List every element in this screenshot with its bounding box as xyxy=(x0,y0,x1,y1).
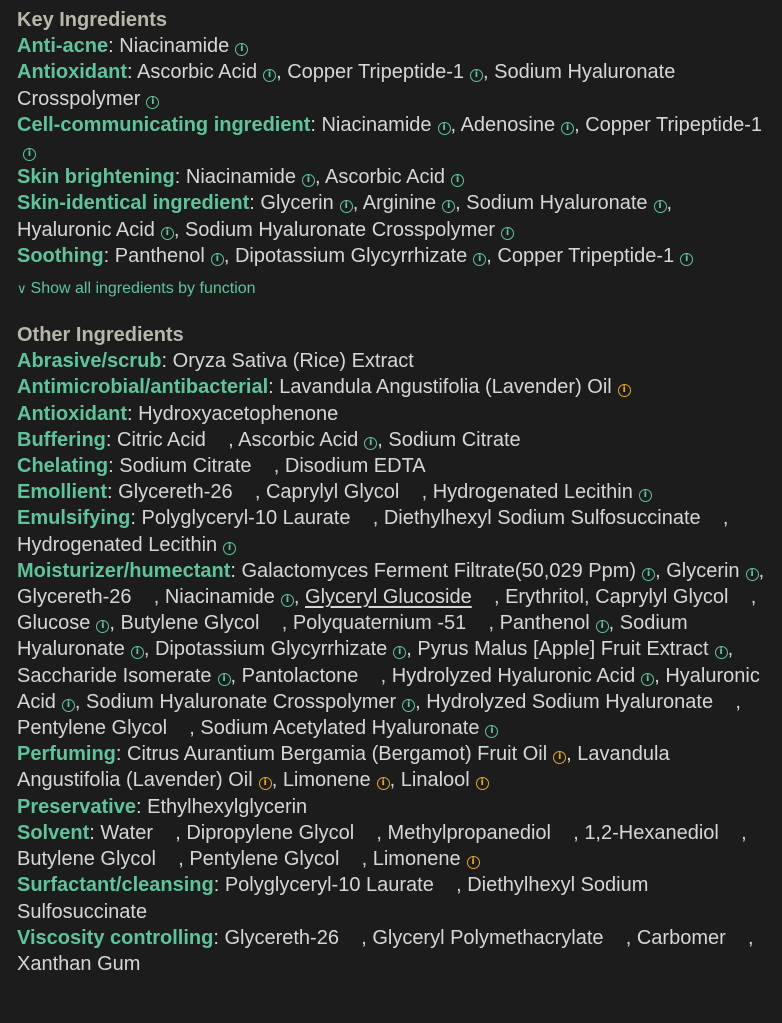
ingredient-link[interactable]: Dipropylene Glycol xyxy=(186,821,355,844)
ingredient-function-row: Cell-communicating ingredient: Niacinamide i , Adenosine i , Copper Tripeptide-1i xyxy=(17,113,762,160)
ingredient-link[interactable]: Butylene Glycol xyxy=(120,612,260,635)
ingredient-link[interactable]: Sodium Citrate xyxy=(119,455,252,478)
ingredient-link[interactable]: Niacinamide xyxy=(119,35,230,58)
ingredient-link[interactable]: Linalool xyxy=(400,769,470,792)
function-label[interactable]: Skin-identical ingredient xyxy=(17,192,250,215)
ingredient-link[interactable]: Saccharide Isomerate xyxy=(17,664,212,687)
ingredient-link[interactable]: Hydrolyzed Hyaluronic Acid xyxy=(391,664,636,687)
other-ingredients-list xyxy=(17,348,766,977)
ingredient-function-row: Abrasive/scrub: Oryza Sativa (Rice) Extract xyxy=(17,350,414,373)
ingredient-link[interactable]: Niacinamide xyxy=(185,166,296,189)
ingredient-link[interactable]: Polyquaternium -51 xyxy=(292,612,467,635)
ingredient-link[interactable]: Niacinamide xyxy=(321,113,432,136)
ingredient-link[interactable]: Hydrogenated Lecithin xyxy=(17,533,218,556)
ingredient-link[interactable]: Glycereth-26 xyxy=(224,926,339,949)
ingredient-link[interactable]: Pentylene Glycol xyxy=(17,717,168,740)
info-icon[interactable]: i xyxy=(553,751,566,764)
info-icon[interactable]: i xyxy=(235,43,248,56)
show-all-ingredients-toggle[interactable] xyxy=(17,279,766,300)
ingredient-link[interactable]: Diethylhexyl Sodium Sulfosuccinate xyxy=(17,874,649,923)
function-label[interactable]: Soothing xyxy=(17,244,104,267)
function-label[interactable]: Preservative xyxy=(17,795,136,818)
info-icon[interactable]: i xyxy=(561,122,574,135)
toggle-label: Show all ingredients by function xyxy=(30,280,256,298)
info-icon[interactable]: i xyxy=(470,69,483,82)
ingredient-function-row: Anti-acne: Niacinamide i xyxy=(17,33,766,59)
ingredient-link[interactable]: Hyaluronic Acid xyxy=(17,664,760,713)
ingredient-link[interactable]: Disodium EDTA xyxy=(284,455,426,478)
ingredient-link[interactable]: Glucose xyxy=(17,612,91,635)
ingredient-link[interactable]: Ascorbic Acid xyxy=(238,428,359,451)
ingredient-link[interactable]: Caprylyl Glycol xyxy=(265,481,400,504)
ingredient-link[interactable]: Carbomer xyxy=(636,926,726,949)
function-label[interactable]: Emollient xyxy=(17,481,108,504)
ingredient-link[interactable]: Limonene xyxy=(372,848,461,871)
ingredient-function-row: Skin brightening: Niacinamide i , Ascorbic Acid i xyxy=(17,164,766,190)
info-icon[interactable]: i xyxy=(438,122,451,135)
ingredient-link[interactable]: Citrus Aurantium Bergamia (Bergamot) Fruit Oil xyxy=(127,743,548,766)
function-label[interactable]: Moisturizer/humectant xyxy=(17,559,231,582)
ingredient-function-row: Antioxidant: Ascorbic Acid i , Copper Tripeptide-1 i , Sodium Hyaluronate Crosspolymer i xyxy=(17,61,676,110)
function-label[interactable]: Abrasive/scrub xyxy=(17,350,162,373)
function-label[interactable]: Cell-communicating ingredient xyxy=(17,113,311,136)
ingredient-link[interactable]: Pentylene Glycol xyxy=(189,848,340,871)
key-ingredients-list xyxy=(17,33,766,269)
ingredient-link[interactable]: Glyceryl Glucoside xyxy=(305,586,472,609)
ingredient-link[interactable]: Hydrogenated Lecithin xyxy=(432,481,633,504)
ingredient-link[interactable]: Diethylhexyl Sodium Sulfosuccinate xyxy=(383,507,701,530)
function-label[interactable]: Antimicrobial/antibacterial xyxy=(17,376,269,399)
ingredient-link[interactable]: Hydrolyzed Sodium Hyaluronate xyxy=(426,690,714,713)
ingredient-link[interactable]: Panthenol xyxy=(114,244,205,267)
ingredient-link[interactable]: Ascorbic Acid xyxy=(137,61,258,84)
ingredient-link[interactable]: Sodium Hyaluronate Crosspolymer xyxy=(184,218,496,241)
ingredient-link[interactable]: Panthenol xyxy=(499,612,590,635)
ingredient-link[interactable]: Glyceryl Polymethacrylate xyxy=(372,926,604,949)
key-ingredients-title: Key Ingredients xyxy=(17,9,168,31)
function-label[interactable]: Perfuming xyxy=(17,743,116,766)
function-label[interactable]: Surfactant/cleansing xyxy=(17,874,214,897)
info-icon[interactable]: i xyxy=(211,253,224,266)
ingredient-link[interactable]: Glycereth-26 xyxy=(17,586,132,609)
ingredient-link[interactable]: Sodium Hyaluronate Crosspolymer xyxy=(17,61,676,110)
info-icon[interactable]: i xyxy=(62,699,75,712)
ingredient-link[interactable]: Methylpropanediol xyxy=(387,821,551,844)
ingredient-link[interactable]: Sodium Hyaluronate Crosspolymer xyxy=(86,690,397,713)
info-icon[interactable]: i xyxy=(23,148,36,161)
ingredient-function-row: Viscosity controlling: Glycereth-26 , Glyceryl Polymethacrylate , Carbomer , Xanthan Gum xyxy=(17,926,754,975)
info-icon[interactable]: i xyxy=(476,777,489,790)
ingredient-link[interactable]: Dipotassium Glycyrrhizate xyxy=(234,244,468,267)
ingredient-function-row: Soothing: Panthenol i , Dipotassium Glycyrrhizate i , Copper Tripeptide-1 i xyxy=(17,243,766,269)
info-icon[interactable]: i xyxy=(302,174,315,187)
ingredient-link[interactable]: Hydroxyacetophenone xyxy=(138,402,339,425)
ingredient-function-row: Solvent: Water , Dipropylene Glycol , Methylpropanediol , 1,2-Hexanediol , Butylene Glycol , Pentylene Glycol , Limonene i xyxy=(17,821,747,871)
ingredient-link[interactable]: Galactomyces Ferment Filtrate(50,029 Ppm) xyxy=(241,559,637,582)
ingredient-link[interactable]: Erythritol xyxy=(505,586,584,609)
ingredient-function-row: Emulsifying: Polyglyceryl-10 Laurate , Diethylhexyl Sodium Sulfosuccinate , Hydrogenated Lecithin i xyxy=(17,507,729,556)
ingredient-link[interactable]: Niacinamide xyxy=(164,586,275,609)
info-icon[interactable]: i xyxy=(467,856,480,869)
info-icon[interactable]: i xyxy=(442,200,455,213)
chevron-down-icon: ∨ xyxy=(17,282,27,298)
info-icon[interactable]: i xyxy=(618,384,631,397)
info-icon[interactable]: i xyxy=(263,69,276,82)
function-label[interactable]: Solvent xyxy=(17,821,90,844)
function-label[interactable]: Emulsifying xyxy=(17,507,131,530)
ingredient-function-row: Antioxidant: Hydroxyacetophenone xyxy=(17,402,339,425)
ingredient-link[interactable]: Ascorbic Acid xyxy=(324,166,446,189)
info-icon[interactable]: i xyxy=(641,673,654,686)
ingredient-link[interactable]: Pantolactone xyxy=(241,664,359,687)
info-icon[interactable]: i xyxy=(501,227,514,240)
ingredient-link[interactable]: Sodium Citrate xyxy=(388,428,521,451)
ingredient-function-row: Antimicrobial/antibacterial: Lavandula Angustifolia (Lavender) Oil i xyxy=(17,374,766,400)
info-icon[interactable]: i xyxy=(96,620,109,633)
ingredient-link[interactable]: Glycereth-26 xyxy=(118,481,233,504)
ingredient-link[interactable]: Pyrus Malus [Apple] Fruit Extract xyxy=(417,638,709,661)
info-icon[interactable]: i xyxy=(473,253,486,266)
ingredient-link[interactable]: Adenosine xyxy=(460,113,556,136)
info-icon[interactable]: i xyxy=(131,646,144,659)
info-icon[interactable]: i xyxy=(393,646,406,659)
ingredient-link[interactable]: 1,2-Hexanediol xyxy=(584,821,719,844)
function-label[interactable]: Anti-acne xyxy=(17,35,109,58)
info-icon[interactable]: i xyxy=(340,200,353,213)
ingredient-link[interactable]: Citric Acid xyxy=(117,428,206,451)
info-icon[interactable]: i xyxy=(218,673,231,686)
info-icon[interactable]: i xyxy=(223,542,236,555)
ingredient-link[interactable]: Water xyxy=(100,821,153,844)
info-icon[interactable]: i xyxy=(364,437,377,450)
info-icon[interactable]: i xyxy=(161,227,174,240)
ingredient-link[interactable]: Sodium Hyaluronate xyxy=(17,612,688,661)
info-icon[interactable]: i xyxy=(281,594,294,607)
ingredient-function-row: Perfuming: Citrus Aurantium Bergamia (Bergamot) Fruit Oil i , Lavandula Angustifolia (Lavender) Oil i , Limonene i , Linalool i xyxy=(17,743,670,792)
function-label[interactable]: Buffering xyxy=(17,428,106,451)
ingredient-function-row: Moisturizer/humectant: Galactomyces Ferment Filtrate(50,029 Ppm) i , Glycerin i , Glycereth-26 , Niacinamide i , Glyceryl Glucoside , Erythritol, Caprylyl Glycol , Glucose i , Butylene Glycol , Polyquaternium -51 , Panthenol i , Sodium Hyaluronate i , Dipotassium Glycyrrhizate i , Pyrus Malus [Apple] Fruit Extract i , Saccharide Isomerate i , Pantolactone , Hydrolyzed Hyaluronic Acid i , Hyaluronic Acid i , Sodium Hyaluronate Crosspolymer i , Hydrolyzed Sodium Hyaluronate , Pentylene Glycol , Sodium Acetylated Hyaluronate i xyxy=(17,559,765,740)
function-label[interactable]: Viscosity controlling xyxy=(17,926,214,949)
function-label[interactable]: Antioxidant xyxy=(17,61,127,84)
info-icon[interactable]: i xyxy=(451,174,464,187)
info-icon[interactable]: i xyxy=(146,96,159,109)
info-icon[interactable]: i xyxy=(680,253,693,266)
ingredient-link[interactable]: Copper Tripeptide-1 xyxy=(585,113,762,136)
ingredient-link[interactable]: Polyglyceryl-10 Laurate xyxy=(141,507,351,530)
ingredient-link[interactable]: Butylene Glycol xyxy=(17,848,156,871)
other-ingredients-title: Other Ingredients xyxy=(17,324,184,347)
info-icon[interactable]: i xyxy=(642,568,655,581)
ingredient-link[interactable]: Lavandula Angustifolia (Lavender) Oil xyxy=(17,743,670,792)
info-icon[interactable]: i xyxy=(746,568,759,581)
ingredient-function-row: Skin-identical ingredient: Glycerin i , Arginine i , Sodium Hyaluronate i , Hyaluronic Acid i , Sodium Hyaluronate Crosspolymer i xyxy=(17,192,673,241)
ingredient-function-row: Buffering: Citric Acid , Ascorbic Acid i , Sodium Citrate xyxy=(17,428,521,451)
ingredient-link[interactable]: Glycerin xyxy=(260,192,334,215)
info-icon[interactable]: i xyxy=(715,646,728,659)
ingredient-link[interactable]: Copper Tripeptide-1 xyxy=(497,244,675,267)
ingredient-link[interactable]: Arginine xyxy=(362,192,437,215)
ingredient-link[interactable]: Polyglyceryl-10 Laurate xyxy=(224,874,434,897)
ingredient-link[interactable]: Dipotassium Glycyrrhizate xyxy=(154,638,388,661)
ingredient-link[interactable]: Copper Tripeptide-1 xyxy=(287,61,464,84)
ingredient-link[interactable]: Lavandula Angustifolia (Lavender) Oil xyxy=(279,376,612,399)
ingredient-link[interactable]: Glycerin xyxy=(666,559,740,582)
function-label[interactable]: Chelating xyxy=(17,455,109,478)
info-icon[interactable]: i xyxy=(654,200,667,213)
function-label[interactable]: Antioxidant xyxy=(17,402,127,425)
ingredient-function-row: Surfactant/cleansing: Polyglyceryl-10 Laurate , Diethylhexyl Sodium Sulfosuccinate xyxy=(17,874,649,923)
info-icon[interactable]: i xyxy=(377,777,390,790)
ingredient-link[interactable]: Sodium Acetylated Hyaluronate xyxy=(200,717,480,740)
ingredient-link[interactable]: Xanthan Gum xyxy=(17,952,141,975)
info-icon[interactable]: i xyxy=(259,777,272,790)
function-label[interactable]: Skin brightening xyxy=(17,166,175,189)
info-icon[interactable]: i xyxy=(402,699,415,712)
ingredient-function-row: Preservative: Ethylhexylglycerin xyxy=(17,795,308,818)
ingredient-link[interactable]: Hyaluronic Acid xyxy=(17,218,155,241)
ingredient-link[interactable]: Limonene xyxy=(282,769,371,792)
ingredient-function-row: Emollient: Glycereth-26 , Caprylyl Glycol , Hydrogenated Lecithin i xyxy=(17,479,766,505)
ingredient-link[interactable]: Oryza Sativa (Rice) Extract xyxy=(172,350,414,373)
ingredient-link[interactable]: Ethylhexylglycerin xyxy=(147,795,308,818)
info-icon[interactable]: i xyxy=(596,620,609,633)
ingredient-link[interactable]: Sodium Hyaluronate xyxy=(466,192,648,215)
info-icon[interactable]: i xyxy=(639,489,652,502)
info-icon[interactable]: i xyxy=(485,725,498,738)
ingredient-link[interactable]: Caprylyl Glycol xyxy=(595,586,729,609)
ingredient-function-row: Chelating: Sodium Citrate , Disodium EDTA xyxy=(17,455,426,478)
